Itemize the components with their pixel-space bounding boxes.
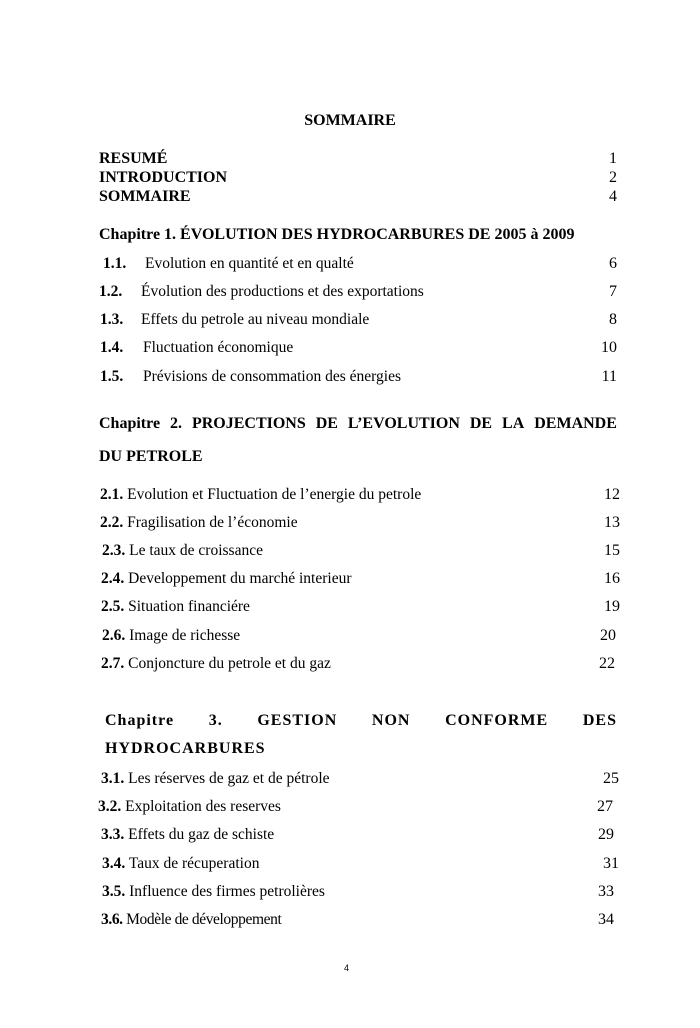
toc-entry[interactable] <box>102 542 263 560</box>
entry-title[interactable]: Taux de récuperation <box>128 855 260 872</box>
entry-number: 2.4. <box>101 570 125 587</box>
front-page-introduction: 2 <box>609 169 617 186</box>
entry-number: 1.4. <box>100 339 124 356</box>
entry-number: 2.2. <box>100 514 124 531</box>
toc-entry[interactable] <box>102 855 259 873</box>
heading-word: LA <box>502 415 525 432</box>
entry-title[interactable]: Effets du petrole au niveau mondiale <box>141 311 370 328</box>
entry-title[interactable]: Evolution en quantité et en qualté <box>145 255 354 272</box>
entry-title[interactable]: Fluctuation économique <box>143 339 294 356</box>
entry-number: 3.2. <box>98 798 122 815</box>
entry-page: 25 <box>603 770 619 787</box>
toc-entry[interactable] <box>100 311 123 329</box>
toc-entry[interactable] <box>101 570 352 588</box>
entry-page: 34 <box>598 911 614 928</box>
toc-entry[interactable] <box>101 911 281 929</box>
entry-title[interactable]: Image de richesse <box>129 627 241 644</box>
entry-page: 13 <box>604 514 620 531</box>
toc-entry[interactable] <box>103 255 126 273</box>
entry-number: 1.3. <box>100 311 124 328</box>
entry-title[interactable]: Evolution et Fluctuation de l’energie du petrole <box>127 486 422 503</box>
front-label-sommaire[interactable]: SOMMAIRE <box>99 188 191 205</box>
entry-number: 1.1. <box>103 255 127 272</box>
entry-title[interactable]: Les réserves de gaz et de pétrole <box>128 770 330 787</box>
entry-title[interactable]: Exploitation des reserves <box>125 798 281 815</box>
front-label-introduction[interactable]: INTRODUCTION <box>99 169 228 186</box>
entry-title[interactable]: Developpement du marché interieur <box>128 570 352 587</box>
entry-number: 3.3. <box>101 826 125 843</box>
entry-number: 1.2. <box>99 283 123 300</box>
entry-title[interactable]: Effets du gaz de schiste <box>128 826 275 843</box>
heading-word: Chapitre <box>99 415 161 432</box>
entry-page: 20 <box>600 627 616 644</box>
toc-entry[interactable] <box>100 486 421 504</box>
front-page-resume: 1 <box>609 150 617 167</box>
entry-page: 15 <box>604 542 620 559</box>
entry-page: 19 <box>604 598 620 615</box>
front-page-sommaire: 4 <box>609 188 617 205</box>
footer-page-number: 4 <box>344 963 350 973</box>
toc-entry[interactable] <box>100 368 123 386</box>
entry-title[interactable]: Conjoncture du petrole et du gaz <box>128 655 331 672</box>
entry-page: 7 <box>609 283 617 300</box>
toc-entry[interactable] <box>101 826 274 844</box>
entry-page: 22 <box>599 655 615 672</box>
heading-word: DE <box>315 415 338 432</box>
entry-page: 11 <box>601 368 617 385</box>
toc-entry[interactable] <box>101 655 331 673</box>
toc-entry[interactable] <box>102 627 240 645</box>
chapter1-heading[interactable]: Chapitre 1. ÉVOLUTION DES HYDROCARBURES DE 2005 à 2009 <box>99 226 575 243</box>
chapter3-heading-line2[interactable]: HYDROCARBURES <box>105 740 266 757</box>
entry-title[interactable]: Influence des firmes petrolières <box>129 883 325 900</box>
toc-entry[interactable] <box>100 514 298 532</box>
toc-entry[interactable] <box>100 339 123 357</box>
entry-title[interactable]: Évolution des productions et des exportations <box>141 283 424 300</box>
chapter3-heading[interactable] <box>105 712 617 730</box>
heading-word: GESTION <box>257 712 338 729</box>
entry-number: 1.5. <box>100 368 124 385</box>
chapter2-heading[interactable] <box>99 415 617 433</box>
heading-word: 3. <box>208 712 223 729</box>
entry-page: 27 <box>597 798 613 815</box>
entry-page: 29 <box>598 826 614 843</box>
heading-word: DE <box>469 415 493 432</box>
entry-number: 2.6. <box>102 627 126 644</box>
toc-entry[interactable] <box>99 283 122 301</box>
heading-word: DES <box>582 712 617 729</box>
toc-entry[interactable] <box>98 798 281 816</box>
entry-title[interactable]: Fragilisation de l’économie <box>127 514 298 531</box>
entry-title[interactable]: Prévisions de consommation des énergies <box>143 368 402 385</box>
toc-entry[interactable] <box>102 883 325 901</box>
entry-title[interactable]: Modèle de développement <box>126 911 282 928</box>
chapter2-heading-line2[interactable]: DU PETROLE <box>99 448 203 465</box>
toc-entry[interactable] <box>101 770 330 788</box>
entry-number: 3.1. <box>101 770 125 787</box>
entry-number: 3.6. <box>101 911 123 928</box>
heading-word: NON <box>371 712 411 729</box>
entry-page: 6 <box>609 255 617 272</box>
entry-number: 3.4. <box>102 855 126 872</box>
toc-entry[interactable] <box>101 598 250 616</box>
entry-page: 8 <box>609 311 617 328</box>
entry-number: 2.7. <box>101 655 125 672</box>
entry-page: 31 <box>603 855 619 872</box>
heading-word: L’EVOLUTION <box>347 415 460 432</box>
page-title: SOMMAIRE <box>304 112 396 129</box>
entry-number: 2.1. <box>100 486 124 503</box>
entry-page: 10 <box>601 339 617 356</box>
entry-number: 2.5. <box>101 598 125 615</box>
heading-word: 2. <box>170 415 182 432</box>
heading-word: DEMANDE <box>534 415 617 432</box>
entry-title[interactable]: Situation financiére <box>128 598 250 615</box>
heading-word: CONFORME <box>445 712 549 729</box>
heading-word: PROJECTIONS <box>191 415 306 432</box>
entry-title[interactable]: Le taux de croissance <box>129 542 263 559</box>
entry-number: 2.3. <box>102 542 126 559</box>
entry-number: 3.5. <box>102 883 126 900</box>
heading-word: Chapitre <box>105 712 175 729</box>
entry-page: 16 <box>604 570 620 587</box>
entry-page: 33 <box>598 883 614 900</box>
entry-page: 12 <box>604 486 620 503</box>
front-label-resume[interactable]: RESUMÉ <box>99 150 168 167</box>
